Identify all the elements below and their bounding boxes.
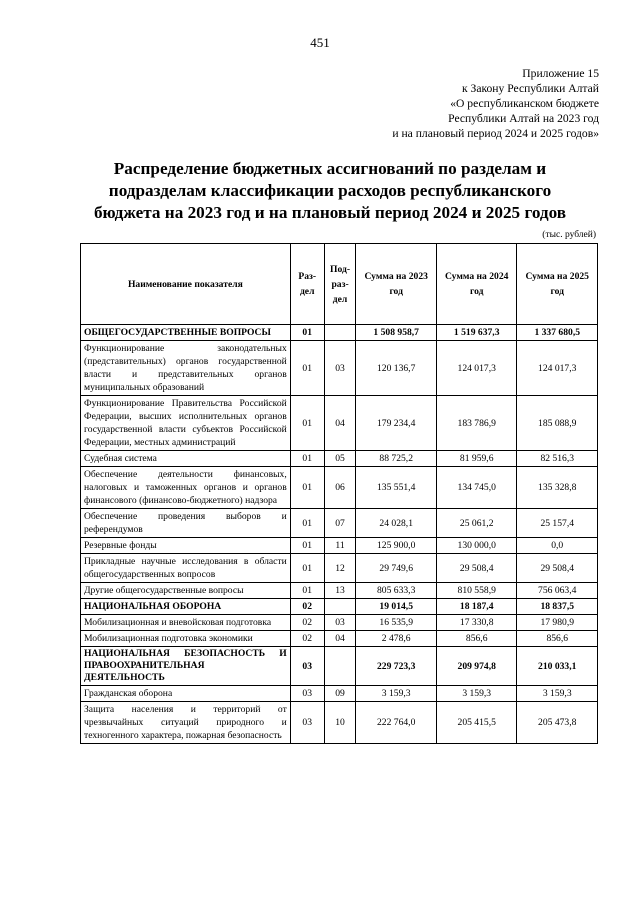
- row-sum-2025: 3 159,3: [517, 686, 598, 702]
- row-sum-2024: 209 974,8: [436, 647, 517, 686]
- row-name: Функционирование законодательных (представительных) органов государственной власти и представительных органов муниципальных образований: [81, 341, 291, 396]
- row-sum-2023: 135 551,4: [356, 467, 437, 509]
- page-number: 451: [310, 35, 330, 50]
- table-row: [81, 341, 598, 396]
- row-sum-2024: 29 508,4: [436, 554, 517, 583]
- row-sum-2025: 135 328,8: [517, 467, 598, 509]
- row-section: 01: [290, 451, 324, 467]
- row-name: Обеспечение деятельности финансовых, налоговых и таможенных органов и органов финансового (финансово-бюджетного) надзора: [81, 467, 291, 509]
- row-sum-2025: 82 516,3: [517, 451, 598, 467]
- row-sum-2023: 125 900,0: [356, 538, 437, 554]
- row-subsection: 13: [324, 583, 356, 599]
- row-sum-2025: 124 017,3: [517, 341, 598, 396]
- table-row: [81, 599, 598, 615]
- row-sum-2023: 1 508 958,7: [356, 325, 437, 341]
- header-section: Раз-дел: [290, 244, 324, 325]
- row-name: Защита населения и территорий от чрезвычайных ситуаций природного и техногенного характера, пожарная безопасность: [81, 702, 291, 744]
- row-sum-2023: 179 234,4: [356, 396, 437, 451]
- row-subsection: [324, 325, 356, 341]
- row-section: 01: [290, 538, 324, 554]
- header-subsection: Под-раз-дел: [324, 244, 356, 325]
- row-sum-2023: 120 136,7: [356, 341, 437, 396]
- units-note: (тыс. рублей): [542, 230, 596, 240]
- row-section: 01: [290, 554, 324, 583]
- row-name: Мобилизационная и вневойсковая подготовка: [81, 615, 291, 631]
- table-row: [81, 631, 598, 647]
- row-subsection: 04: [324, 631, 356, 647]
- row-section: 01: [290, 467, 324, 509]
- row-name: НАЦИОНАЛЬНАЯ БЕЗОПАСНОСТЬ И ПРАВООХРАНИТЕЛЬНАЯ ДЕЯТЕЛЬНОСТЬ: [81, 647, 291, 686]
- row-sum-2024: 18 187,4: [436, 599, 517, 615]
- row-section: 01: [290, 509, 324, 538]
- row-subsection: [324, 599, 356, 615]
- row-sum-2024: 183 786,9: [436, 396, 517, 451]
- row-sum-2025: 29 508,4: [517, 554, 598, 583]
- table-row: [81, 583, 598, 599]
- row-sum-2024: 130 000,0: [436, 538, 517, 554]
- row-name: Судебная система: [81, 451, 291, 467]
- row-section: 02: [290, 615, 324, 631]
- appendix-reference: [392, 66, 599, 141]
- title-line: подразделам классификации расходов республиканского: [108, 181, 552, 200]
- appendix-line: Республики Алтай на 2023 год: [448, 112, 599, 125]
- table-row: [81, 647, 598, 686]
- row-section: 03: [290, 702, 324, 744]
- row-name: Гражданская оборона: [81, 686, 291, 702]
- header-sum-2025: Сумма на 2025 год: [517, 244, 598, 325]
- header-name: Наименование показателя: [81, 244, 291, 325]
- row-section: 01: [290, 325, 324, 341]
- table-row: [81, 538, 598, 554]
- row-section: 03: [290, 686, 324, 702]
- row-sum-2024: 1 519 637,3: [436, 325, 517, 341]
- title-line: Распределение бюджетных ассигнований по разделам и: [113, 159, 547, 178]
- budget-table: [80, 243, 598, 744]
- row-section: 01: [290, 341, 324, 396]
- row-sum-2023: 2 478,6: [356, 631, 437, 647]
- row-subsection: 10: [324, 702, 356, 744]
- appendix-line: и на плановый период 2024 и 2025 годов»: [392, 127, 599, 140]
- row-sum-2024: 25 061,2: [436, 509, 517, 538]
- row-section: 01: [290, 583, 324, 599]
- table-header-row: [81, 244, 598, 325]
- row-sum-2023: 16 535,9: [356, 615, 437, 631]
- row-name: Мобилизационная подготовка экономики: [81, 631, 291, 647]
- row-name: ОБЩЕГОСУДАРСТВЕННЫЕ ВОПРОСЫ: [81, 325, 291, 341]
- row-name: Функционирование Правительства Российской Федерации, высших исполнительных органов государственной власти субъектов Российской Федерации, местных администраций: [81, 396, 291, 451]
- row-subsection: 05: [324, 451, 356, 467]
- row-name: НАЦИОНАЛЬНАЯ ОБОРОНА: [81, 599, 291, 615]
- row-subsection: 07: [324, 509, 356, 538]
- row-sum-2025: 1 337 680,5: [517, 325, 598, 341]
- table-row: [81, 325, 598, 341]
- row-sum-2024: 856,6: [436, 631, 517, 647]
- row-sum-2023: 24 028,1: [356, 509, 437, 538]
- row-sum-2023: 222 764,0: [356, 702, 437, 744]
- appendix-line: к Закону Республики Алтай: [461, 82, 599, 95]
- row-sum-2023: 229 723,3: [356, 647, 437, 686]
- row-sum-2024: 205 415,5: [436, 702, 517, 744]
- row-sum-2025: 18 837,5: [517, 599, 598, 615]
- table-row: [81, 509, 598, 538]
- table-row: [81, 702, 598, 744]
- row-subsection: 03: [324, 341, 356, 396]
- row-sum-2023: 19 014,5: [356, 599, 437, 615]
- row-sum-2025: 0,0: [517, 538, 598, 554]
- row-section: 02: [290, 599, 324, 615]
- row-sum-2023: 3 159,3: [356, 686, 437, 702]
- header-sum-2023: Сумма на 2023 год: [356, 244, 437, 325]
- table-row: [81, 396, 598, 451]
- document-title: [40, 158, 620, 224]
- table-row: [81, 467, 598, 509]
- appendix-line: Приложение 15: [522, 67, 599, 80]
- row-sum-2023: 88 725,2: [356, 451, 437, 467]
- row-sum-2025: 856,6: [517, 631, 598, 647]
- row-subsection: 03: [324, 615, 356, 631]
- row-subsection: 11: [324, 538, 356, 554]
- row-section: 03: [290, 647, 324, 686]
- row-section: 02: [290, 631, 324, 647]
- row-subsection: 04: [324, 396, 356, 451]
- row-sum-2025: 205 473,8: [517, 702, 598, 744]
- row-name: Обеспечение проведения выборов и референдумов: [81, 509, 291, 538]
- row-subsection: 12: [324, 554, 356, 583]
- table-row: [81, 554, 598, 583]
- row-subsection: [324, 647, 356, 686]
- row-sum-2024: 810 558,9: [436, 583, 517, 599]
- row-sum-2025: 25 157,4: [517, 509, 598, 538]
- row-subsection: 06: [324, 467, 356, 509]
- row-sum-2023: 29 749,6: [356, 554, 437, 583]
- row-sum-2024: 134 745,0: [436, 467, 517, 509]
- row-sum-2023: 805 633,3: [356, 583, 437, 599]
- row-name: Резервные фонды: [81, 538, 291, 554]
- appendix-line: «О республиканском бюджете: [450, 97, 599, 110]
- row-name: Другие общегосударственные вопросы: [81, 583, 291, 599]
- row-section: 01: [290, 396, 324, 451]
- table-row: [81, 686, 598, 702]
- row-sum-2025: 185 088,9: [517, 396, 598, 451]
- table-row: [81, 615, 598, 631]
- title-line: бюджета на 2023 год и на плановый период 2024 и 2025 годов: [93, 203, 567, 222]
- row-name: Прикладные научные исследования в области общегосударственных вопросов: [81, 554, 291, 583]
- row-sum-2024: 81 959,6: [436, 451, 517, 467]
- row-sum-2025: 756 063,4: [517, 583, 598, 599]
- table-row: [81, 451, 598, 467]
- row-sum-2025: 17 980,9: [517, 615, 598, 631]
- header-sum-2024: Сумма на 2024 год: [436, 244, 517, 325]
- row-sum-2025: 210 033,1: [517, 647, 598, 686]
- row-subsection: 09: [324, 686, 356, 702]
- row-sum-2024: 124 017,3: [436, 341, 517, 396]
- row-sum-2024: 3 159,3: [436, 686, 517, 702]
- row-sum-2024: 17 330,8: [436, 615, 517, 631]
